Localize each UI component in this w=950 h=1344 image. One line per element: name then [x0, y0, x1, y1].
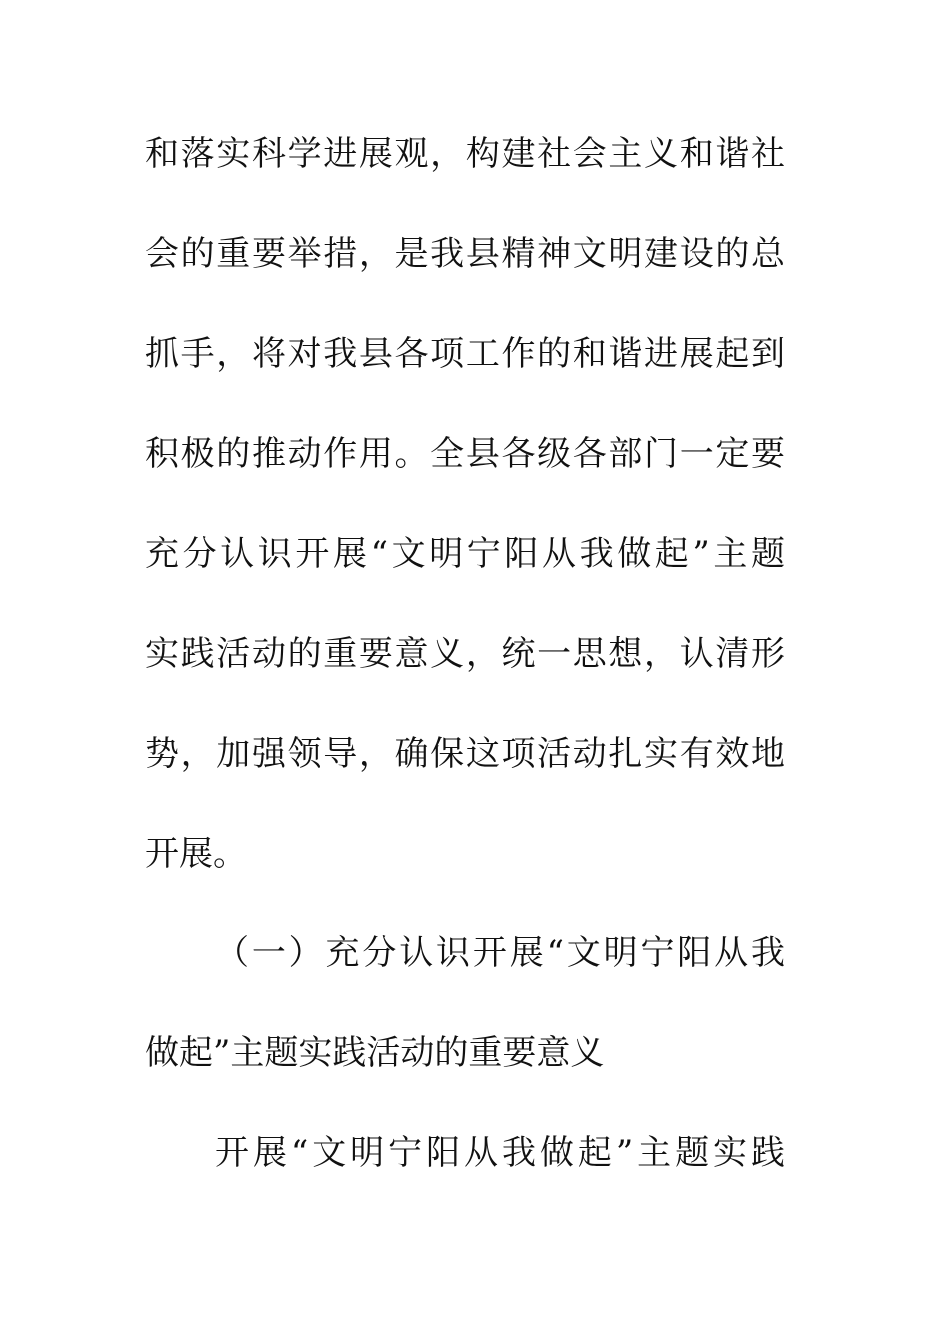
body-text-line: 积极的推动作用。全县各级各部门一定要: [145, 434, 785, 474]
paragraph-start-line: 开展“文明宁阳从我做起”主题实践: [215, 1133, 785, 1173]
section-heading-line-2: 做起”主题实践活动的重要意义: [145, 1033, 605, 1073]
body-text-line: 充分认识开展“文明宁阳从我做起”主题: [145, 534, 785, 574]
body-text-line: 势，加强领导，确保这项活动扎实有效地: [145, 734, 785, 774]
body-text-line: 开展。: [145, 834, 247, 874]
body-text-line: 抓手，将对我县各项工作的和谐进展起到: [145, 334, 785, 374]
body-text-line: 实践活动的重要意义，统一思想，认清形: [145, 634, 785, 674]
body-text-line: 会的重要举措，是我县精神文明建设的总: [145, 234, 785, 274]
body-text-line: 和落实科学进展观，构建社会主义和谐社: [145, 134, 785, 174]
section-heading-line-1: （一）充分认识开展“文明宁阳从我: [215, 933, 785, 973]
